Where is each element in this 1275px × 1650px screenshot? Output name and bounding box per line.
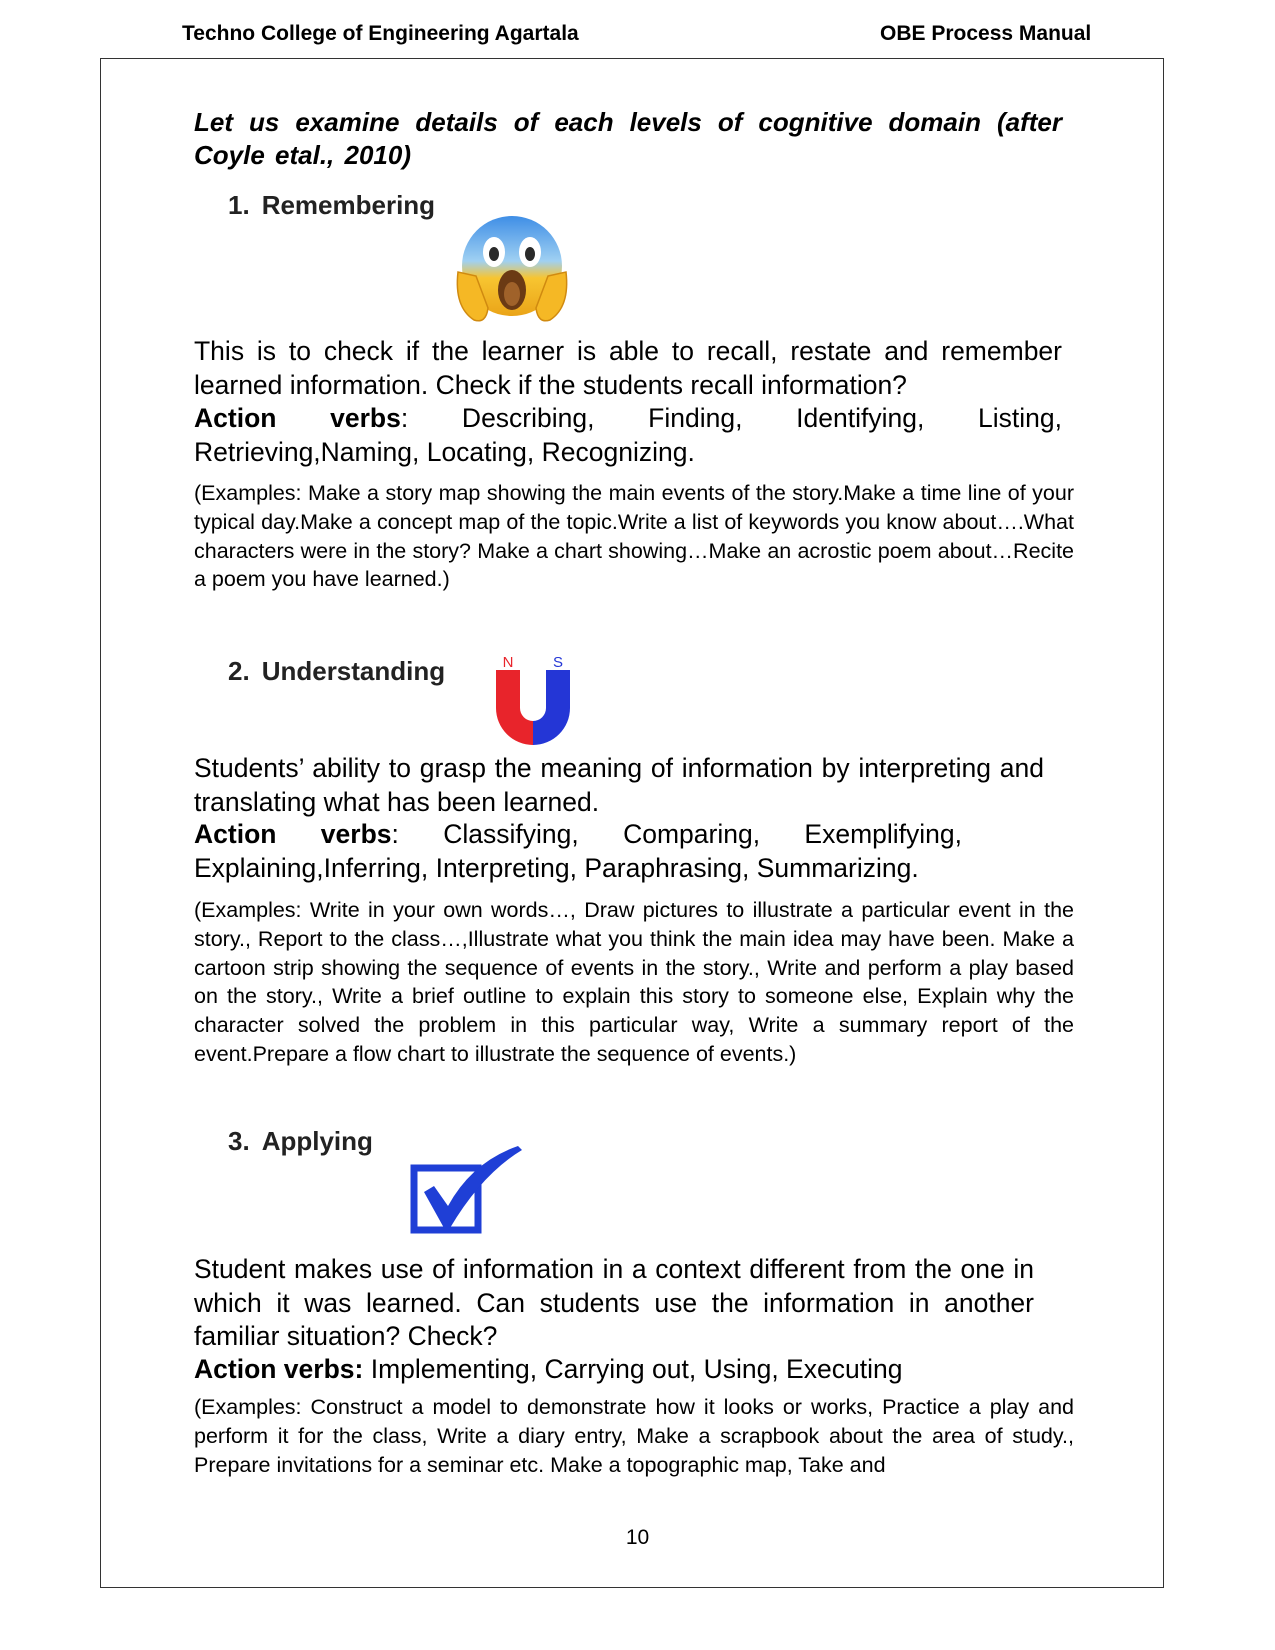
header-manual-title: OBE Process Manual <box>880 22 1092 45</box>
horseshoe-magnet-icon <box>490 650 576 756</box>
magnet-north-label: N <box>502 654 514 671</box>
section-description: Student makes use of information in a context different from the one in which it was learned. Can students use the information in another familiar situation? Check? <box>194 1254 1034 1351</box>
intro-heading: Let us examine details of each levels of cognitive domain (after Coyle etal., 2010) <box>194 107 1062 170</box>
page-number: 10 <box>625 1526 650 1549</box>
section-title-text: Applying <box>261 1126 373 1156</box>
header-college-name: Techno College of Engineering Agartala <box>182 22 579 45</box>
action-verbs-line <box>194 818 962 885</box>
section-number: 1. <box>228 190 250 220</box>
examples-text: (Examples: Make a story map showing the main events of the story.Make a time line of your typical day.Make a concept map of the topic.Write a list of keywords you know about….What characters were in the story? Make a chart showing…Make an acrostic poem about…Recite a poem you have learned.) <box>194 481 1074 592</box>
examples-text: (Examples: Write in your own words…, Draw pictures to illustrate a particular event in the story., Report to the class…,Illustrate what you think the main idea may have been. Make a cartoon strip showing the sequence of events in the story., Write and perform a play based on the story., Write a brief outline to explain this story to someone else, Explain why the character solved the problem in this particular way, Write a summary report of the event.Prepare a flow chart to illustrate the sequence of events.) <box>194 898 1074 1066</box>
action-verbs-line <box>194 1353 1062 1387</box>
section-title-understanding <box>228 656 445 687</box>
section-number: 3. <box>228 1126 250 1156</box>
action-verbs-label: Action verbs <box>194 819 392 849</box>
checkbox-checkmark-icon <box>410 1140 522 1234</box>
section-description: This is to check if the learner is able to recall, restate and remember learned information. Check if the students recall information? <box>194 336 1062 400</box>
section-number: 2. <box>228 656 250 686</box>
action-verbs-text: : Describing, Finding, Identifying, Listing, Retrieving,Naming, Locating, Recognizing. <box>194 403 1062 467</box>
action-verbs-label: Action verbs <box>194 403 401 433</box>
action-verbs-label: Action verbs: <box>194 1354 364 1384</box>
section-title-remembering <box>228 190 435 221</box>
section-title-applying <box>228 1126 373 1157</box>
screaming-face-emoji-icon <box>452 212 572 330</box>
action-verbs-text: : Classifying, Comparing, Exemplifying, Explaining,Inferring, Interpreting, Paraphrasing, Summarizing. <box>194 819 962 883</box>
section-title-text: Remembering <box>261 190 436 220</box>
action-verbs-text: Implementing, Carrying out, Using, Executing <box>363 1354 903 1384</box>
action-verbs-line <box>194 402 1062 469</box>
section-description: Students’ ability to grasp the meaning of information by interpreting and translating what has been learned. <box>194 753 1044 817</box>
magnet-south-label: S <box>552 654 564 671</box>
section-title-text: Understanding <box>261 656 446 686</box>
examples-text: (Examples: Construct a model to demonstrate how it looks or works, Practice a play and perform it for the class, Write a diary entry, Make a scrapbook about the area of study., Prepare invitations for a seminar etc. Make a topographic map, Take and <box>194 1395 1074 1477</box>
